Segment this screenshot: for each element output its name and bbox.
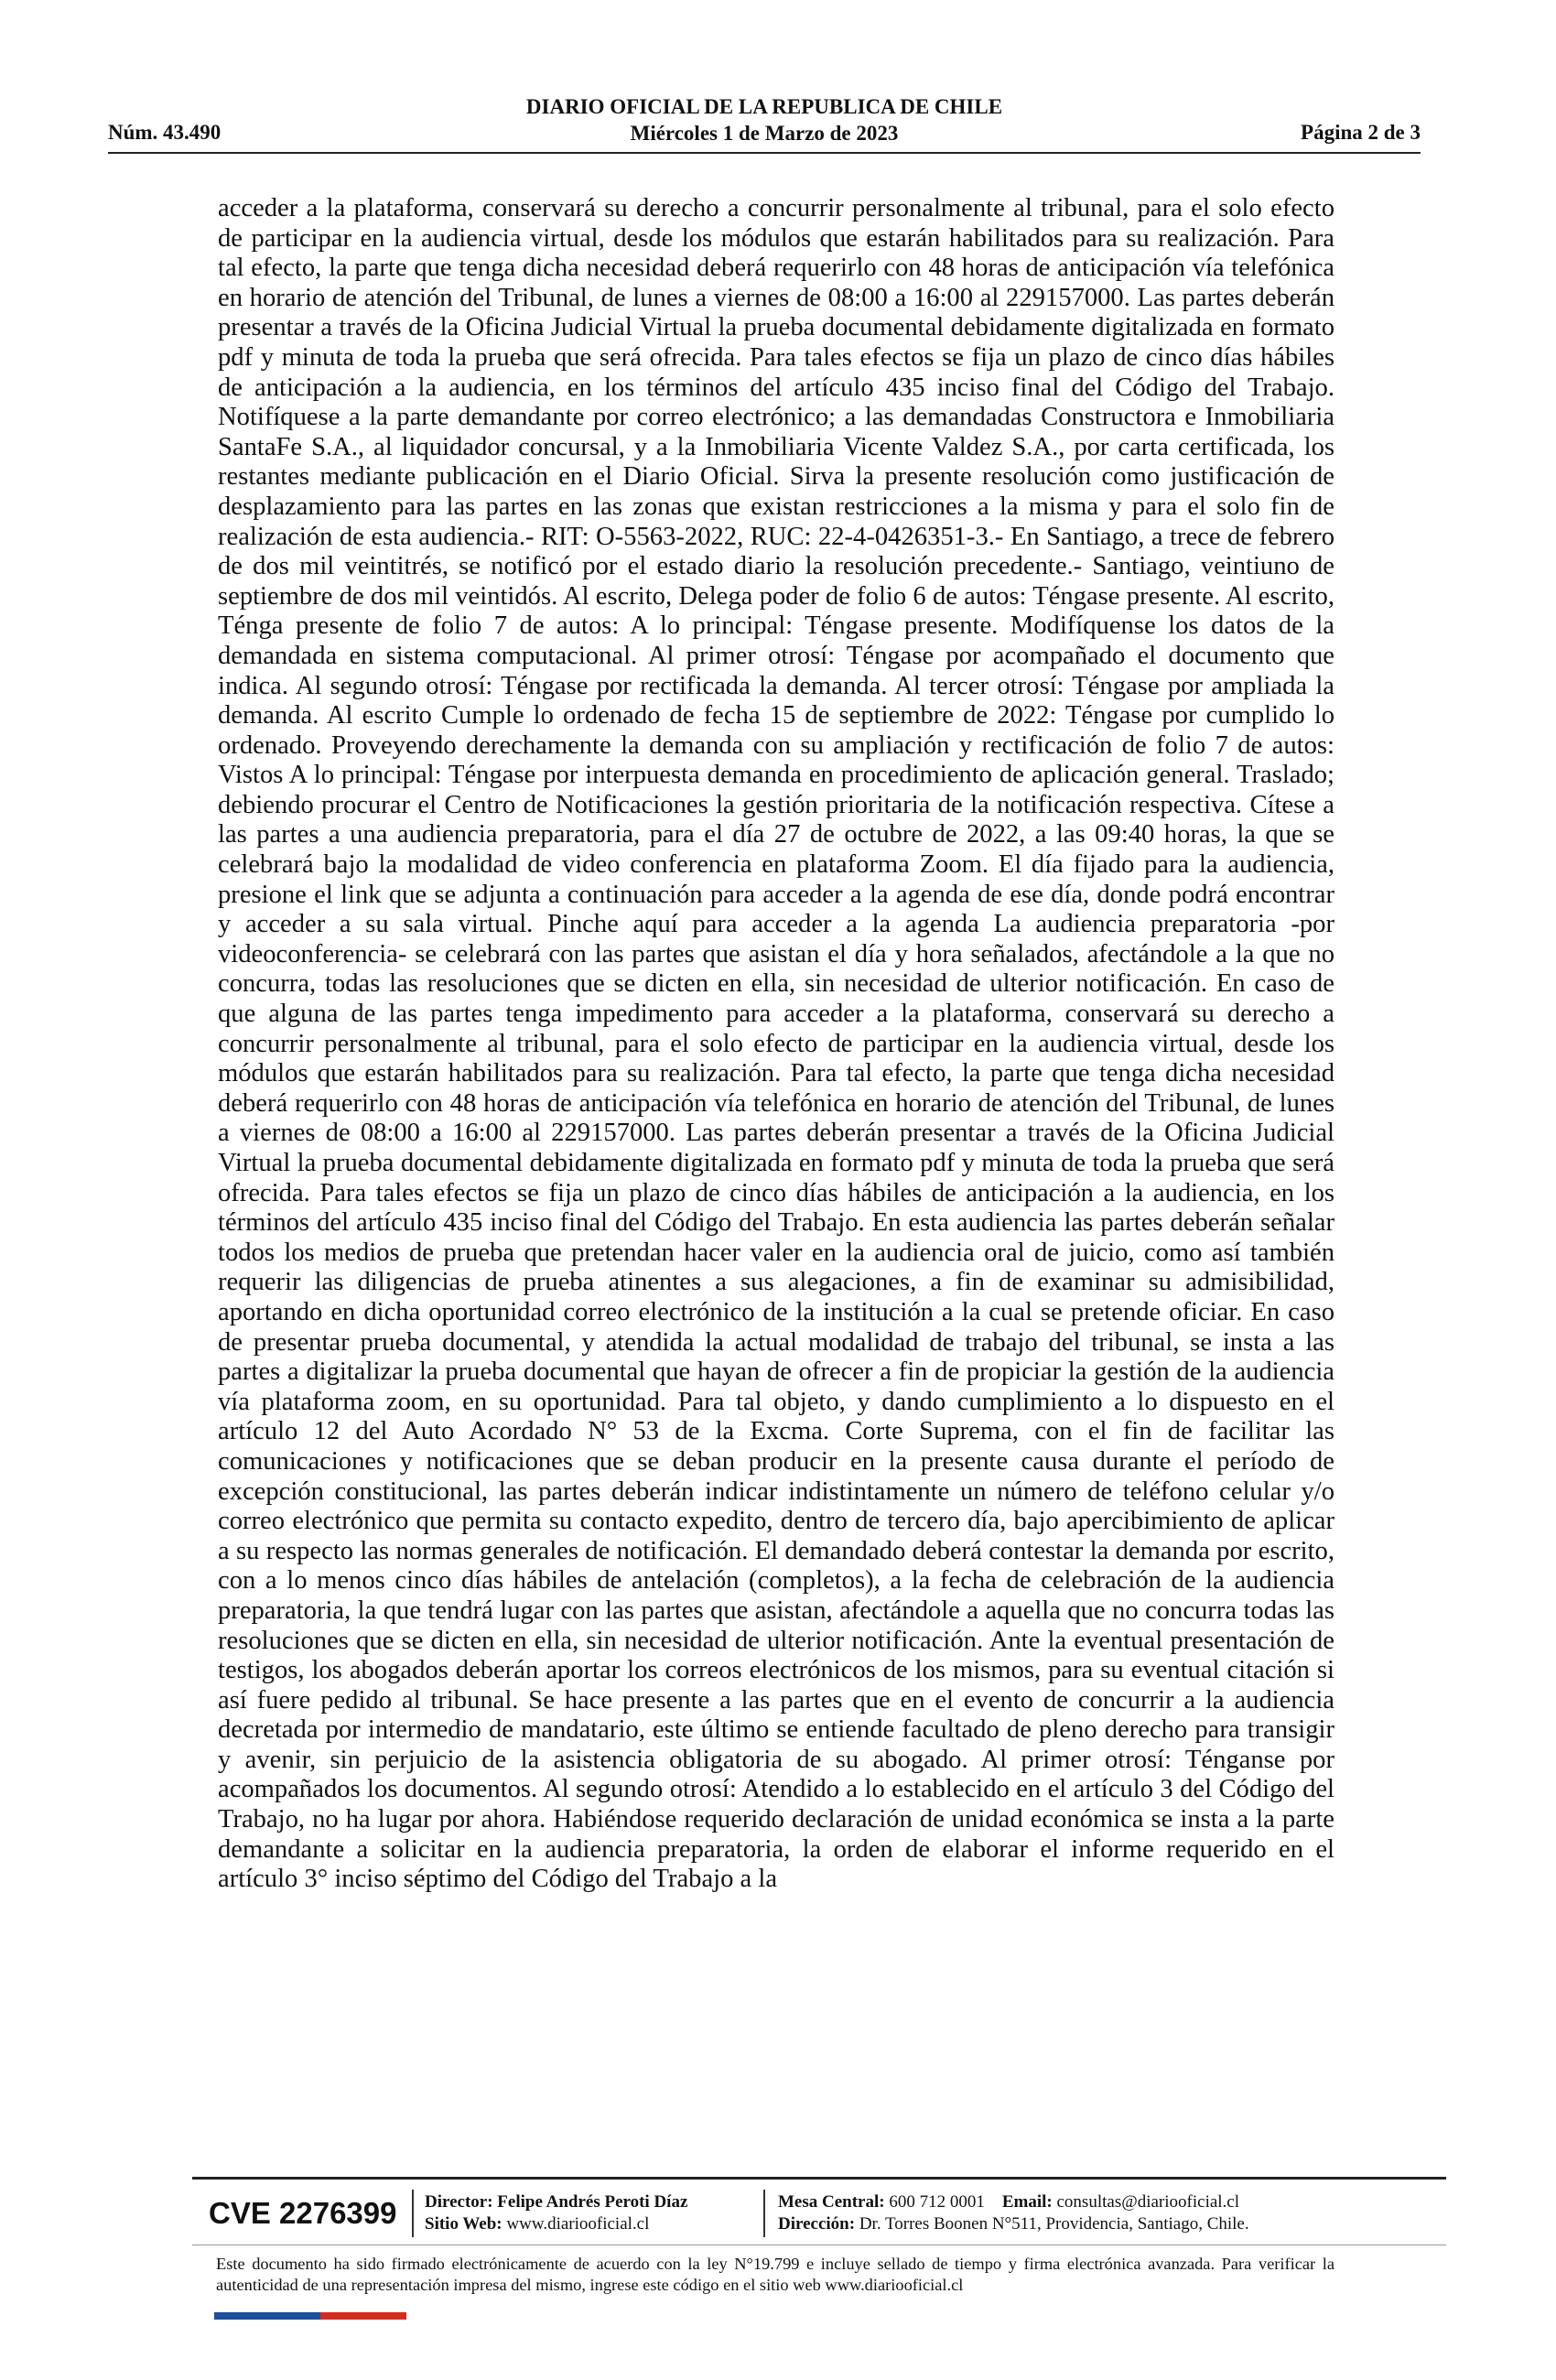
footer-separator: [763, 2190, 765, 2237]
cve-code: CVE 2276399: [209, 2196, 397, 2230]
director-name: Felipe Andrés Peroti Díaz: [497, 2192, 688, 2212]
flag-blue-segment: [214, 2312, 320, 2320]
header-divider: [108, 152, 1421, 154]
signature-notice: Este documento ha sido firmado electrónicamente de acuerdo con la ley N°19.799 e incluye sellado de tiempo y firma electrónica avanzada. Para verificar la autenticidad de una representación impresa del mismo, ingrese este código en el sitio web www.diariooficial.cl: [216, 2255, 1334, 2294]
footer-director-block: [425, 2191, 687, 2235]
director-label: Director:: [425, 2192, 493, 2212]
page-number: Página 2 de 3: [1301, 121, 1421, 144]
footer-contact-block: [778, 2191, 1249, 2235]
chile-flag-stripe: [214, 2312, 406, 2320]
mesa-phone: 600 712 0001: [889, 2192, 985, 2212]
mesa-label: Mesa Central:: [778, 2192, 885, 2212]
body-paragraph: acceder a la plataforma, conservará su derecho a concurrir personalmente al tribunal, para el solo efecto de participar en la audiencia virtual, desde los módulos que estarán habilitados para su realización. Para tal efecto, la parte que tenga dicha necesidad deberá requerirlo con 48 horas de anticipación vía telefónica en horario de atención del Tribunal, de lunes a viernes de 08:00 a 16:00 al 229157000. Las partes deberán presentar a través de la Oficina Judicial Virtual la prueba documental debidamente digitalizada en formato pdf y minuta de toda la prueba que será ofrecida. Para tales efectos se fija un plazo de cinco días hábiles de anticipación a la audiencia, en los términos del artículo 435 inciso final del Código del Trabajo. Notifíquese a la parte demandante por correo electrónico; a las demandadas Constructora e Inmobiliaria SantaFe S.A., al liquidador concursal, y a la Inmobiliaria Vicente Valdez S.A., por carta certificada, los restantes mediante publicación en el Diario Oficial. Sirva la presente resolución como justificación de desplazamiento para las partes en las zonas que existan restricciones a la misma y para el solo fin de realización de esta audiencia.- RIT: O-5563-2022, RUC: 22-4-0426351-3.- En Santiago, a trece de febrero de dos mil veintitrés, se notificó por el estado diario la resolución precedente.- Santiago, veintiuno de septiembre de dos mil veintidós. Al escrito, Delega poder de folio 6 de autos: Téngase presente. Al escrito, Ténga presente de folio 7 de autos: A lo principal: Téngase presente. Modifíquense los datos de la demandada en sistema computacional. Al primer otrosí: Téngase por acompañado el documento que indica. Al segundo otrosí: Téngase por rectificada la demanda. Al tercer otrosí: Téngase por ampliada la demanda. Al escrito Cumple lo ordenado de fecha 15 de septiembre de 2022: Téngase por cumplido lo ordenado. Proveyendo derechamente la demanda con su ampliación y rectificación de folio 7 de autos: Vistos A lo principal: Téngase por interpuesta demanda en procedimiento de aplicación general. Traslado; debiendo procurar el Centro de Notificaciones la gestión prioritaria de la notificación respectiva. Cítese a las partes a una audiencia preparatoria, para el día 27 de octubre de 2022, a las 09:40 horas, la que se celebrará bajo la modalidad de video conferencia en plataforma Zoom. El día fijado para la audiencia, presione el link que se adjunta a continuación para acceder a la agenda de ese día, donde podrá encontrar y acceder a su sala virtual. Pinche aquí para acceder a la agenda La audiencia preparatoria -por videoconferencia- se celebrará con las partes que asistan el día y hora señalados, afectándole a la que no concurra, todas las resoluciones que se dicten en ella, sin necesidad de ulterior notificación. En caso de que alguna de las partes tenga impedimento para acceder a la plataforma, conservará su derecho a concurrir personalmente al tribunal, para el solo efecto de participar en la audiencia virtual, desde los módulos que estarán habilitados para su realización. Para tal efecto, la parte que tenga dicha necesidad deberá requerirlo con 48 horas de anticipación vía telefónica en horario de atención del Tribunal, de lunes a viernes de 08:00 a 16:00 al 229157000. Las partes deberán presentar a través de la Oficina Judicial Virtual la prueba documental debidamente digitalizada en formato pdf y minuta de toda la prueba que será ofrecida. Para tales efectos se fija un plazo de cinco días hábiles de anticipación a la audiencia, en los términos del artículo 435 inciso final del Código del Trabajo. En esta audiencia las partes deberán señalar todos los medios de prueba que pretendan hacer valer en la audiencia oral de juicio, como así también requerir las diligencias de prueba atinentes a sus alegaciones, a fin de examinar su admisibilidad, aportando en dicha oportunidad correo electrónico de la institución a la cual se pretende oficiar. En caso de presentar prueba documental, y atendida la actual modalidad de trabajo del tribunal, se insta a las partes a digitalizar la prueba documental que hayan de ofrecer a fin de propiciar la gestión de la audiencia vía plataforma zoom, en su oportunidad. Para tal objeto, y dando cumplimiento a lo dispuesto en el artículo 12 del Auto Acordado N° 53 de la Excma. Corte Suprema, con el fin de facilitar las comunicaciones y notificaciones que se deban producir en la presente causa durante el período de excepción constitucional, las partes deberán indicar indistintamente un número de teléfono celular y/o correo electrónico que permita su contacto expedito, dentro de tercero día, bajo apercibimiento de aplicar a su respecto las normas generales de notificación. El demandado deberá contestar la demanda por escrito, con a lo menos cinco días hábiles de antelación (completos), a la fecha de celebración de la audiencia preparatoria, la que tendrá lugar con las partes que asistan, afectándole a aquella que no concurra todas las resoluciones que se dicten en ella, sin necesidad de ulterior notificación. Ante la eventual presentación de testigos, los abogados deberán aportar los correos electrónicos de los mismos, para su eventual citación si así fuere pedido al tribunal. Se hace presente a las partes que en el evento de concurrir a la audiencia decretada por intermedio de mandatario, este último se entiende facultado de pleno derecho para transigir y avenir, sin perjuicio de la asistencia obligatoria de su abogado. Al primer otrosí: Ténganse por acompañados los documentos. Al segundo otrosí: Atendido a lo establecido en el artículo 3 del Código del Trabajo, no ha lugar por ahora. Habiéndose requerido declaración de unidad económica se insta a la parte demandante a solicitar en la audiencia preparatoria, la orden de elaborar el informe requerido en el artículo 3° inciso séptimo del Código del Trabajo a la: [218, 194, 1334, 1894]
footer-divider: [192, 2177, 1446, 2180]
document-body: [218, 194, 1334, 1895]
footer-separator: [412, 2190, 414, 2237]
issue-number: Núm. 43.490: [108, 121, 222, 144]
address-value: Dr. Torres Boonen N°511, Providencia, Santiago, Chile.: [859, 2214, 1249, 2234]
page-header: [108, 93, 1421, 150]
publication-title: DIARIO OFICIAL DE LA REPUBLICA DE CHILE: [525, 95, 1003, 118]
web-label: Sitio Web:: [425, 2214, 502, 2234]
email-link[interactable]: consultas@diariooficial.cl: [1056, 2192, 1240, 2212]
publication-header: [108, 93, 1421, 146]
email-label: Email:: [1001, 2192, 1053, 2212]
publication-date: Miércoles 1 de Marzo de 2023: [630, 122, 899, 145]
web-link[interactable]: www.diariooficial.cl: [506, 2214, 650, 2234]
flag-red-segment: [320, 2312, 407, 2320]
address-label: Dirección:: [778, 2214, 856, 2234]
